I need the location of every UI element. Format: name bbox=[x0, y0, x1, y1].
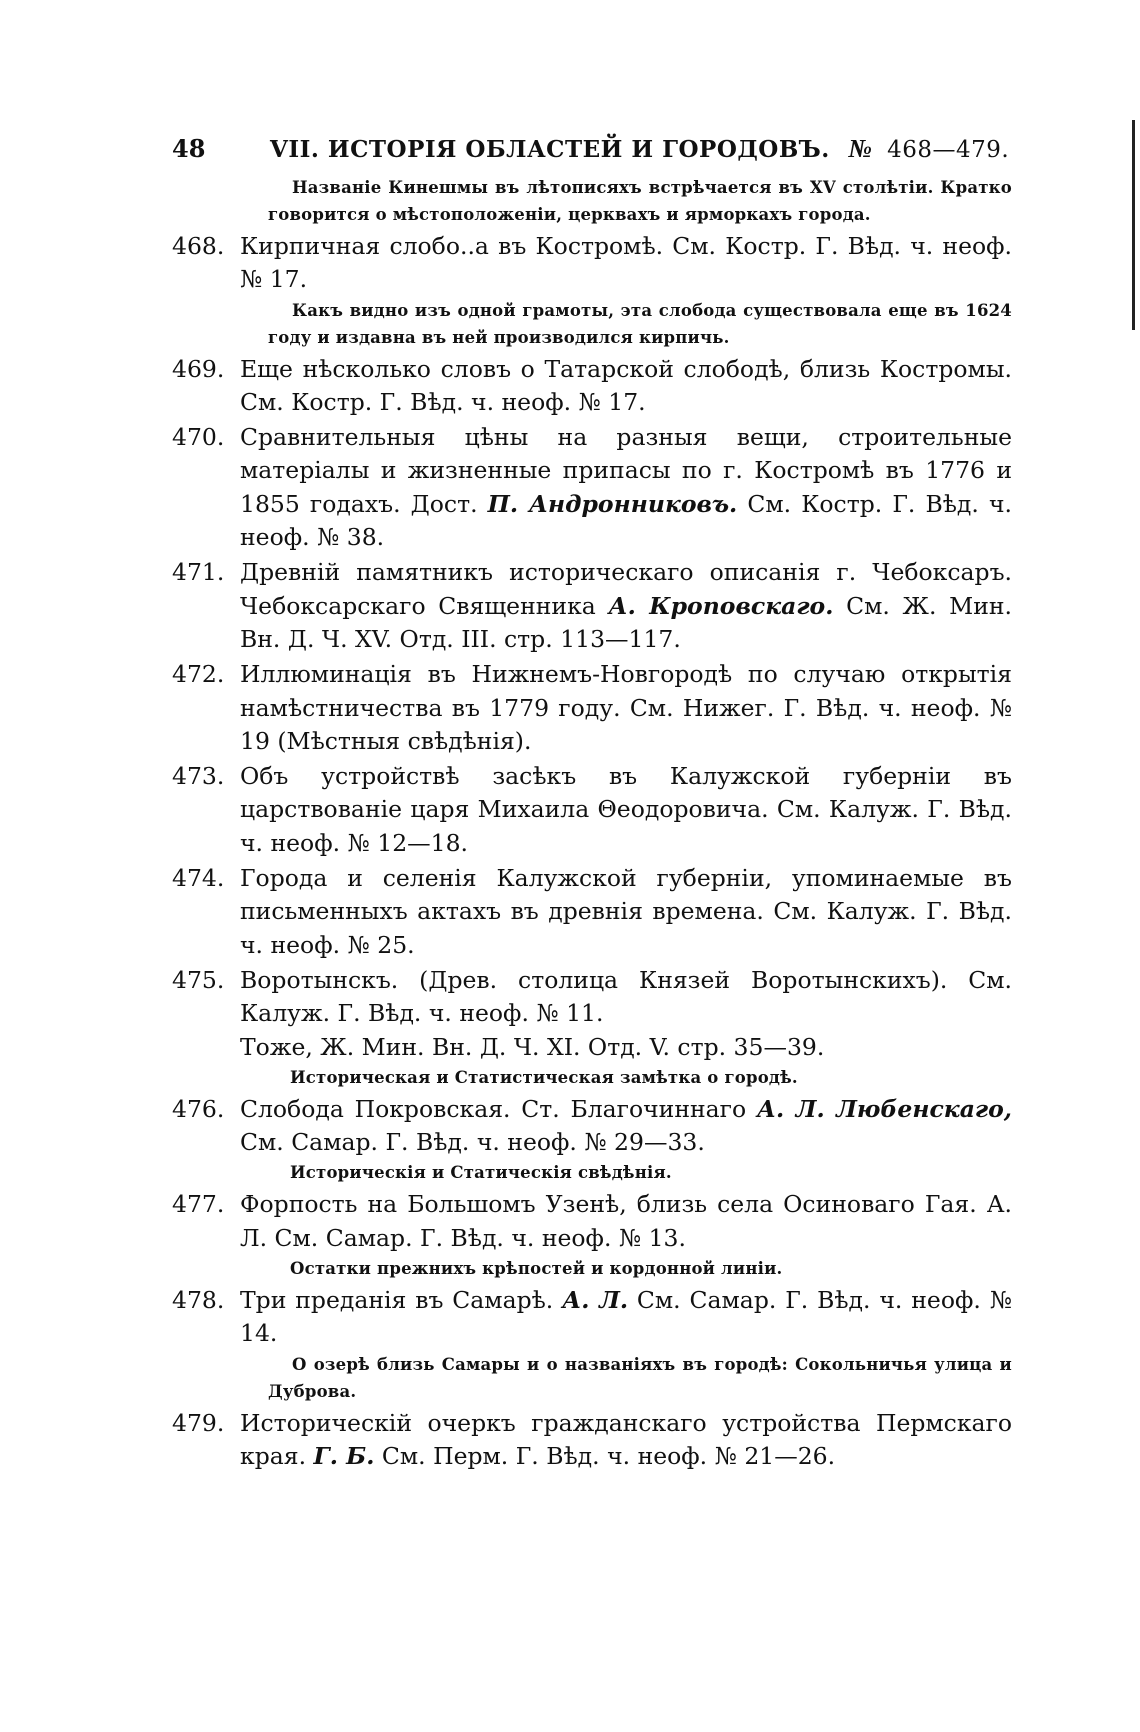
entry-text-before: Слобода Покровская. Ст. Благочиннаго bbox=[240, 1094, 747, 1123]
entry-text-before: Древній памятникъ историческаго описанія г. Чебоксаръ. Чебоксарскаго Священника bbox=[240, 558, 1012, 620]
entry-text bbox=[240, 1093, 1012, 1160]
entry-471 bbox=[172, 556, 1012, 656]
entry-470 bbox=[172, 421, 1012, 554]
entry-text: Иллюминація въ Нижнемъ-Новгородѣ по случаю открытія намѣстничества въ 1779 году. См. Нижег. Г. Вѣд. ч. неоф. № 19 (Мѣстныя свѣдѣнія). bbox=[240, 660, 1012, 755]
entry-text bbox=[240, 556, 1012, 656]
section-numeral: VII. bbox=[270, 136, 320, 163]
page-edge-line bbox=[1132, 120, 1135, 330]
page-number: 48 bbox=[172, 134, 206, 163]
entry-number: 475. bbox=[172, 965, 225, 994]
document-page bbox=[172, 134, 1012, 1473]
number-sign: № bbox=[848, 134, 873, 163]
entry-number: 470. bbox=[172, 423, 225, 452]
entry-note: Историческія и Статическія свѣдѣнія. bbox=[290, 1163, 672, 1183]
entry-text-before: Историческій очеркъ гражданскаго устройства Пермскаго края. bbox=[240, 1408, 1012, 1470]
entry-text: Еще нѣсколько словъ о Татарской слободѣ, близь Костромы. См. Костр. Г. Вѣд. ч. неоф. № 17. bbox=[240, 354, 1012, 416]
entry-474 bbox=[172, 862, 1012, 962]
entry-text bbox=[240, 421, 1012, 554]
entry-number: 474. bbox=[172, 864, 225, 893]
entry-author: А. Л. bbox=[562, 1286, 629, 1315]
section-title: ИСТОРІЯ ОБЛАСТЕЙ И ГОРОДОВЪ. bbox=[327, 136, 830, 163]
entry-number: 479. bbox=[172, 1408, 225, 1437]
entry-author: П. Андронниковъ. bbox=[487, 489, 738, 518]
entry-475 bbox=[172, 964, 1012, 1031]
running-header bbox=[172, 134, 1012, 174]
entry-range: 468—479. bbox=[887, 137, 1010, 163]
entry-number: 471. bbox=[172, 558, 225, 587]
entry-number: 476. bbox=[172, 1094, 225, 1123]
chapter-title bbox=[270, 134, 1009, 164]
entry-author: А. Кроповскаго. bbox=[608, 591, 834, 620]
entry-text: Форпость на Большомъ Узенѣ, близь села Осиноваго Гая. А. Л. См. Самар. Г. Вѣд. ч. неоф. № 13. bbox=[240, 1190, 1012, 1252]
entry-text: Города и селенія Калужской губерніи, упоминаемые въ письменныхъ актахъ въ древнія времена. См. Калуж. Г. Вѣд. ч. неоф. № 25. bbox=[240, 864, 1012, 959]
entry-author: А. Л. Любенскаго, bbox=[756, 1094, 1012, 1123]
entry-extra-reference: Тоже, Ж. Мин. Вн. Д. Ч. XI. Отд. V. стр. 35—39. bbox=[240, 1032, 825, 1061]
entry-472 bbox=[172, 658, 1012, 758]
entry-text: Кирпичная слобо..а въ Костромѣ. См. Костр. Г. Вѣд. ч. неоф. № 17. bbox=[240, 232, 1012, 294]
entry-text-after: См. Костр. Г. Вѣд. ч. неоф. № 38. bbox=[240, 489, 1012, 552]
entry-number: 469. bbox=[172, 354, 225, 383]
entry-number: 478. bbox=[172, 1286, 225, 1315]
entry-473 bbox=[172, 760, 1012, 860]
entry-number: 477. bbox=[172, 1190, 225, 1219]
entry-text-after: См. Ж. Мин. Вн. Д. Ч. XV. Отд. III. стр. 113—117. bbox=[240, 591, 1012, 653]
entry-note: О озерѣ близь Самары и о названіяхъ въ городѣ: Сокольничья улица и Дуброва. bbox=[268, 1354, 1012, 1401]
entry-text bbox=[240, 1407, 1012, 1474]
entry-number: 468. bbox=[172, 232, 225, 260]
entry-478 bbox=[172, 1284, 1012, 1351]
entry-text-before: Три преданія въ Самарѣ. bbox=[240, 1286, 554, 1315]
entry-note: Какъ видно изъ одной грамоты, эта слобода существовала еще въ 1624 году и издавна въ ней производился кирпичь. bbox=[268, 300, 1012, 347]
entry-479 bbox=[172, 1407, 1012, 1474]
entry-note: Историческая и Статистическая замѣтка о городѣ. bbox=[290, 1067, 798, 1087]
entry-author: Г. Б. bbox=[313, 1441, 375, 1470]
entry-477 bbox=[172, 1188, 1012, 1255]
entry-number: 472. bbox=[172, 660, 225, 689]
entry-469 bbox=[172, 353, 1012, 420]
entry-476 bbox=[172, 1093, 1012, 1160]
entry-text-after: См. Перм. Г. Вѣд. ч. неоф. № 21—26. bbox=[381, 1441, 836, 1470]
entry-note: Остатки прежнихъ крѣпостей и кордонной линіи. bbox=[290, 1259, 783, 1279]
entry-text-after: См. Самар. Г. Вѣд. ч. неоф. № 14. bbox=[240, 1286, 1012, 1348]
entry-number: 473. bbox=[172, 762, 225, 791]
entry-text: Воротынскъ. (Древ. столица Князей Воротынскихъ). См. Калуж. Г. Вѣд. ч. неоф. № 11. bbox=[240, 965, 1012, 1028]
intro-note: Названіе Кинешмы въ лѣтописяхъ встрѣчается въ XV столѣтіи. Кратко говорится о мѣстоположеніи, церквахъ и ярморкахъ города. bbox=[268, 178, 1012, 224]
entry-text bbox=[240, 1284, 1012, 1351]
entry-468 bbox=[172, 230, 1012, 297]
entry-text: Объ устройствѣ засѣкъ въ Калужской губерніи въ царствованіе царя Михаила Θеодоровича. См. Калуж. Г. Вѣд. ч. неоф. № 12—18. bbox=[240, 762, 1012, 857]
entry-text-after: См. Самар. Г. Вѣд. ч. неоф. № 29—33. bbox=[240, 1128, 705, 1157]
entry-text-before: Сравнительныя цѣны на разныя вещи, строительные матеріалы и жизненные припасы по г. Костромѣ въ 1776 и 1855 годахъ. Дост. bbox=[240, 423, 1012, 518]
